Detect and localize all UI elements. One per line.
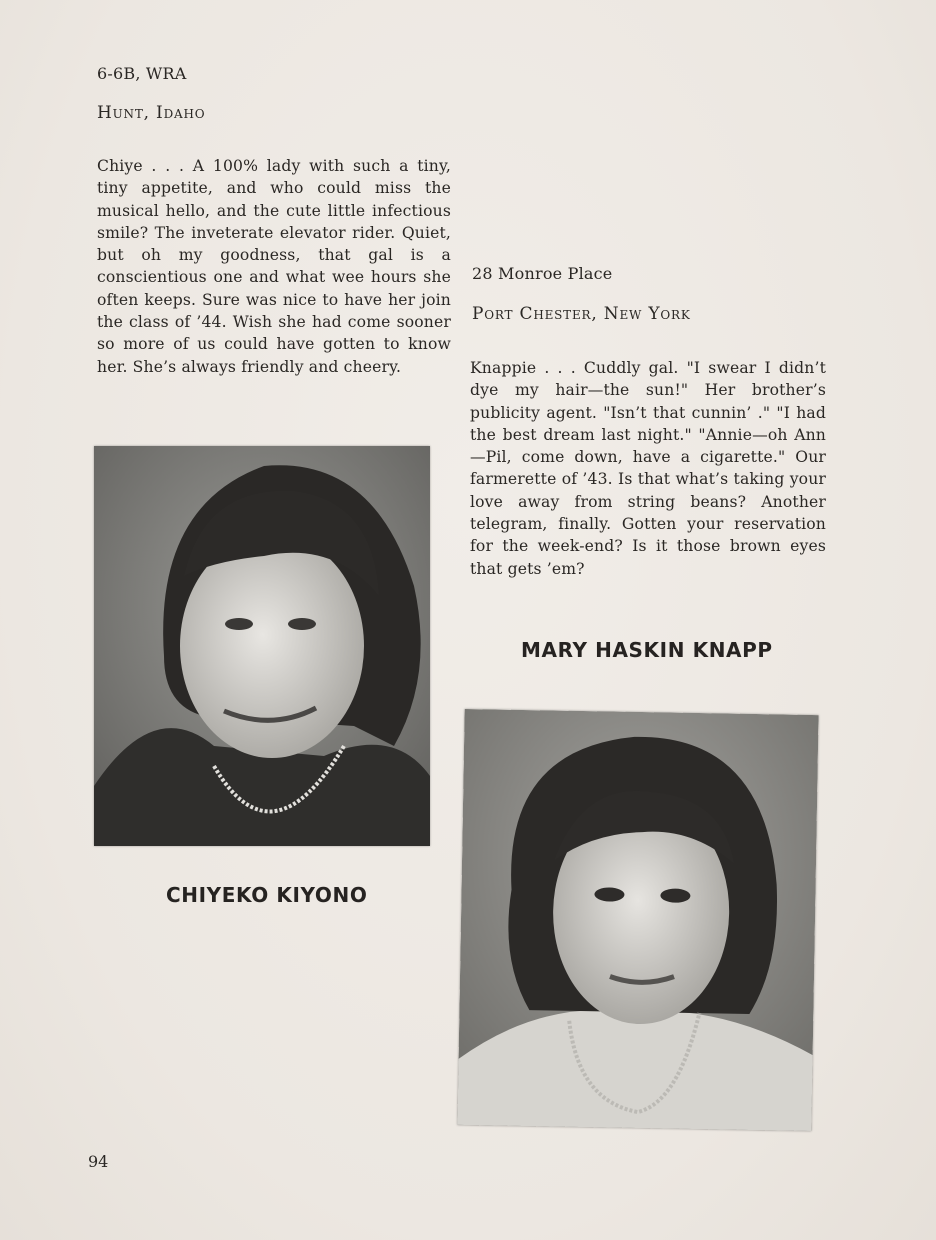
portrait-mary-haskin-knapp bbox=[457, 709, 818, 1131]
left-bio: Chiye . . . A 100% lady with such a tiny, tiny appetite, and who could miss the musical hello, and the cute little infectious smile? The inveterate elevator rider. Quiet, but oh my goodness, that gal is a conscientious one and what wee hours she often keeps. Sure was nice to have her join the class of ’44. Wish she had come sooner so more of us could have gotten to know her. She’s always friendly and cheery. bbox=[97, 157, 451, 376]
left-student-name: CHIYEKO KIYONO bbox=[166, 883, 368, 907]
left-address-line1: 6-6B, WRA bbox=[97, 64, 187, 83]
portrait-image bbox=[457, 709, 818, 1131]
right-address-line1: 28 Monroe Place bbox=[472, 264, 613, 283]
right-student-name: MARY HASKIN KNAPP bbox=[521, 638, 773, 662]
left-address-line2: Hunt, Idaho bbox=[97, 103, 206, 123]
right-bio: Knappie . . . Cuddly gal. "I swear I didn’t dye my hair—the sun!" Her brother’s publicity agent. "Isn’t that cunnin’ ." "I had the best dream last night." "Annie—oh Ann—Pil, come down, have a cigarette." Our farmerette of ’43. Is that what’s taking your love away from string beans? Another telegram, finally. Gotten your reservation for the week-end? Is it those brown eyes that gets ’em? bbox=[470, 359, 826, 578]
right-address-line2: Port Chester, New York bbox=[472, 304, 691, 324]
page-number: 94 bbox=[88, 1152, 109, 1171]
portrait-image bbox=[94, 446, 430, 846]
portrait-chiyeko-kiyono bbox=[94, 446, 430, 846]
